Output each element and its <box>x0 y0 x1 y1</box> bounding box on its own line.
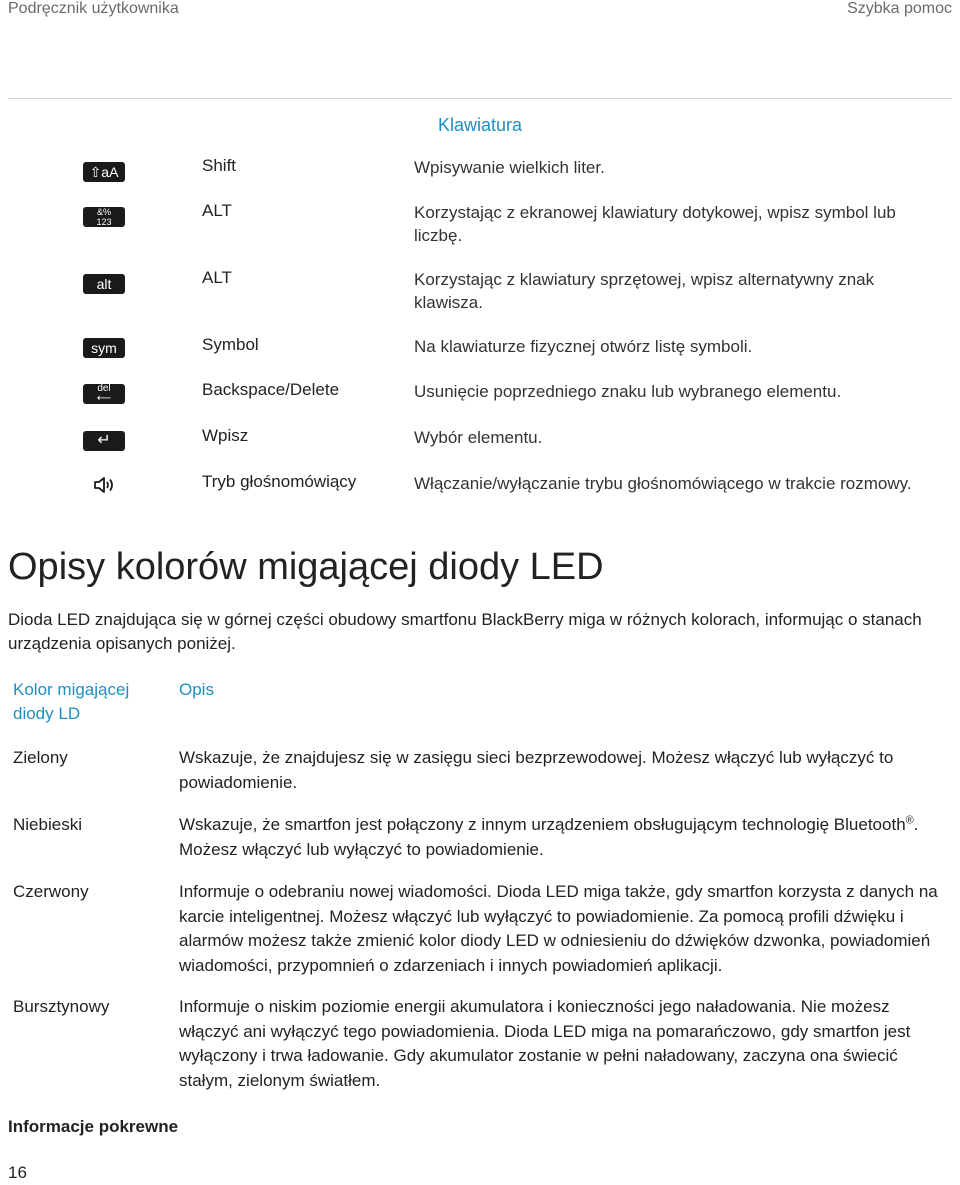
table-header-color: Kolor migającej diody LD <box>13 680 130 723</box>
key-description: Wpisywanie wielkich liter. <box>414 158 605 177</box>
sym-key-icon: sym <box>83 338 125 358</box>
header-doc-title: Podręcznik użytkownika <box>8 0 179 17</box>
table-header-description: Opis <box>179 680 214 699</box>
key-name: Tryb głośnomówiący <box>202 472 357 491</box>
led-section-title: Opisy kolorów migającej diody LED <box>8 546 604 588</box>
led-color: Niebieski <box>13 815 82 834</box>
key-name: ALT <box>202 201 232 220</box>
enter-key-icon: ↵ <box>83 431 125 451</box>
key-name: ALT <box>202 268 232 287</box>
led-color: Czerwony <box>13 882 89 901</box>
registered-mark: ® <box>905 814 914 827</box>
key-description: Włączanie/wyłączanie trybu głośnomówiącego w trakcie rozmowy. <box>414 474 912 493</box>
key-name: Wpisz <box>202 426 249 445</box>
led-color: Bursztynowy <box>13 997 110 1016</box>
key-name: Backspace/Delete <box>202 380 340 399</box>
keyboard-table-title: Klawiatura <box>438 115 523 135</box>
alt-key-icon: alt <box>83 274 125 294</box>
led-description: Wskazuje, że smartfon jest połączony z innym urządzeniem obsługującym technologię Bluetooth®. Możesz włączyć lub wyłączyć to powiadomienie. <box>179 814 919 859</box>
led-section-intro: Dioda LED znajdująca się w górnej części obudowy smartfonu BlackBerry miga w różnych kolorach, informując o stanach urządzenia opisanych poniżej. <box>8 610 922 653</box>
key-description: Usunięcie poprzedniego znaku lub wybranego elementu. <box>414 382 842 401</box>
led-description: Informuje o odebraniu nowej wiadomości. Dioda LED miga także, gdy smartfon korzysta z danych na karcie inteligentnej. Możesz włączyć lub wyłączyć to powiadomienie. Za pomocą profili dźwięku i alarmów możesz także zmienić kolor diody LED w odniesieniu do dźwięków dzwonka, powiadomień wiadomości, przypomnień o zdarzeniach i innych powiadomień aplikacji. <box>179 882 938 975</box>
key-description: Wybór elementu. <box>414 428 543 447</box>
key-name: Symbol <box>202 335 259 354</box>
key-description: Korzystając z ekranowej klawiatury dotykowej, wpisz symbol lub liczbę. <box>414 203 896 245</box>
key-description: Korzystając z klawiatury sprzętowej, wpisz alternatywny znak klawisza. <box>414 270 875 312</box>
related-info-heading: Informacje pokrewne <box>8 1117 179 1136</box>
speakerphone-icon <box>83 475 125 500</box>
key-name: Shift <box>202 156 237 175</box>
led-description: Informuje o niskim poziomie energii akumulatora i konieczności jego naładowania. Nie możesz włączyć ani wyłączyć tego powiadomienia. Dioda LED miga na pomarańczowo, gdy smartfon jest wyłączony i trwa ładowanie. Gdy akumulator zostanie w pełni naładowany, zaczyna ona świecić stałym, zielonym światłem. <box>179 997 911 1090</box>
shift-key-icon: ⇧aA <box>83 162 125 182</box>
alt-symbols-key-icon: &% 123 <box>83 207 125 227</box>
header-divider <box>8 98 952 99</box>
key-description: Na klawiaturze fizycznej otwórz listę symboli. <box>414 337 753 356</box>
header-section-title: Szybka pomoc <box>847 0 952 17</box>
led-description: Wskazuje, że znajdujesz się w zasięgu sieci bezprzewodowej. Możesz włączyć lub wyłączyć to powiadomienie. <box>179 748 894 792</box>
page-number: 16 <box>8 1163 27 1182</box>
delete-key-icon: del ⟵ <box>83 384 125 404</box>
led-color: Zielony <box>13 748 68 767</box>
